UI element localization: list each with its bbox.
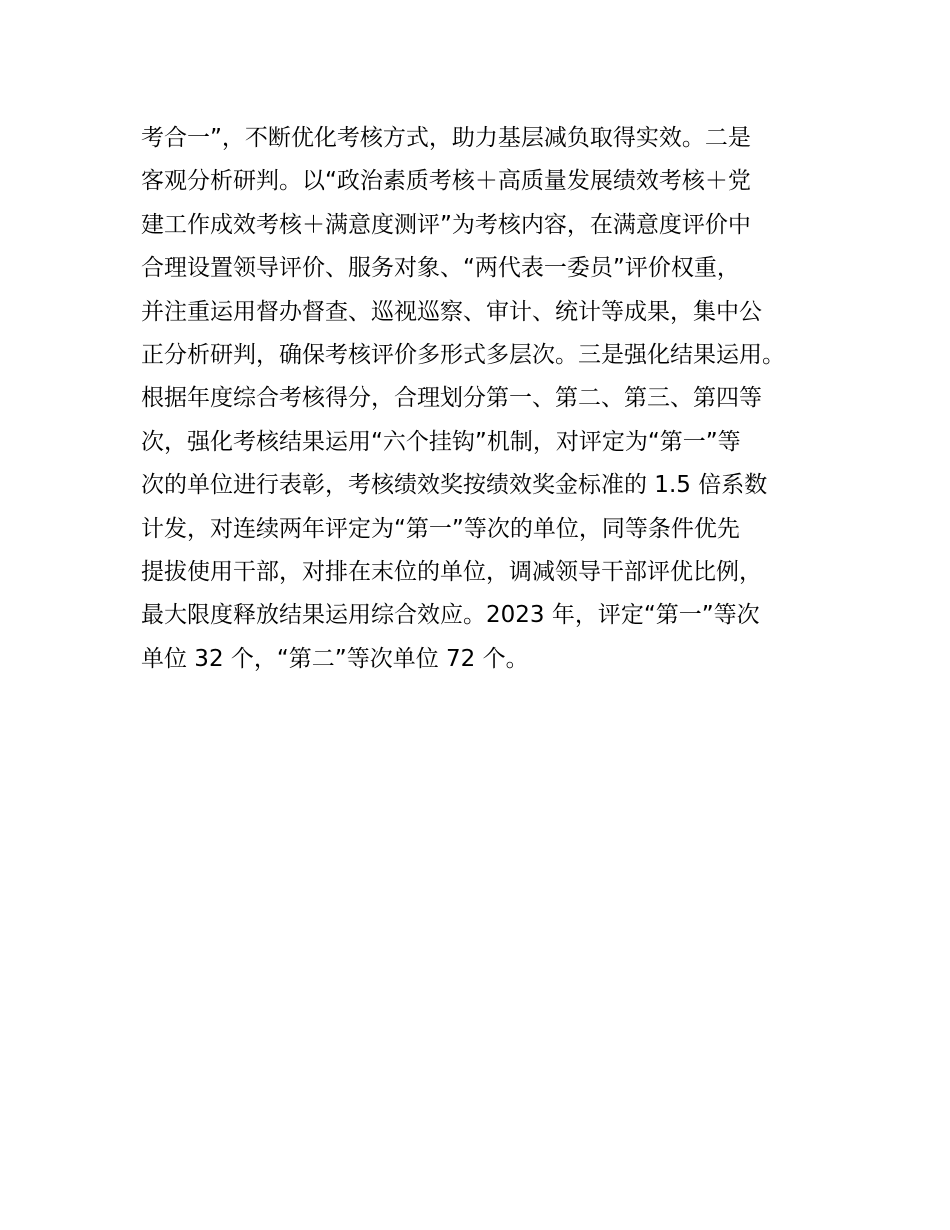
paragraph-line: 最大限度释放结果运用综合效应。2023 年，评定“第一”等次	[141, 602, 760, 629]
paragraph-line: 计发，对连续两年评定为“第一”等次的单位，同等条件优先	[141, 515, 740, 542]
paragraph-line: 正分析研判，确保考核评价多形式多层次。三是强化结果运用。	[141, 341, 785, 368]
paragraph-line: 次的单位进行表彰，考核绩效奖按绩效奖金标准的 1.5 倍系数	[141, 472, 768, 499]
paragraph-line: 次，强化考核结果运用“六个挂钩”机制，对评定为“第一”等	[141, 428, 741, 455]
paragraph-line: 单位 32 个，“第二”等次单位 72 个。	[141, 645, 529, 672]
paragraph-line: 建工作成效考核＋满意度测评”为考核内容，在满意度评价中	[141, 211, 751, 238]
paragraph-line: 根据年度综合考核得分，合理划分第一、第二、第三、第四等	[141, 385, 762, 412]
paragraph-line: 提拔使用干部，对排在末位的单位，调减领导干部评优比例，	[141, 558, 762, 585]
body-paragraph	[141, 117, 841, 681]
paragraph-line: 客观分析研判。以“政治素质考核＋高质量发展绩效考核＋党	[141, 168, 751, 195]
paragraph-line: 合理设置领导评价、服务对象、“两代表一委员”评价权重，	[141, 255, 740, 282]
paragraph-line: 并注重运用督办督查、巡视巡察、审计、统计等成果，集中公	[141, 298, 762, 325]
paragraph-line: 考合一”，不断优化考核方式，助力基层减负取得实效。二是	[141, 125, 751, 151]
